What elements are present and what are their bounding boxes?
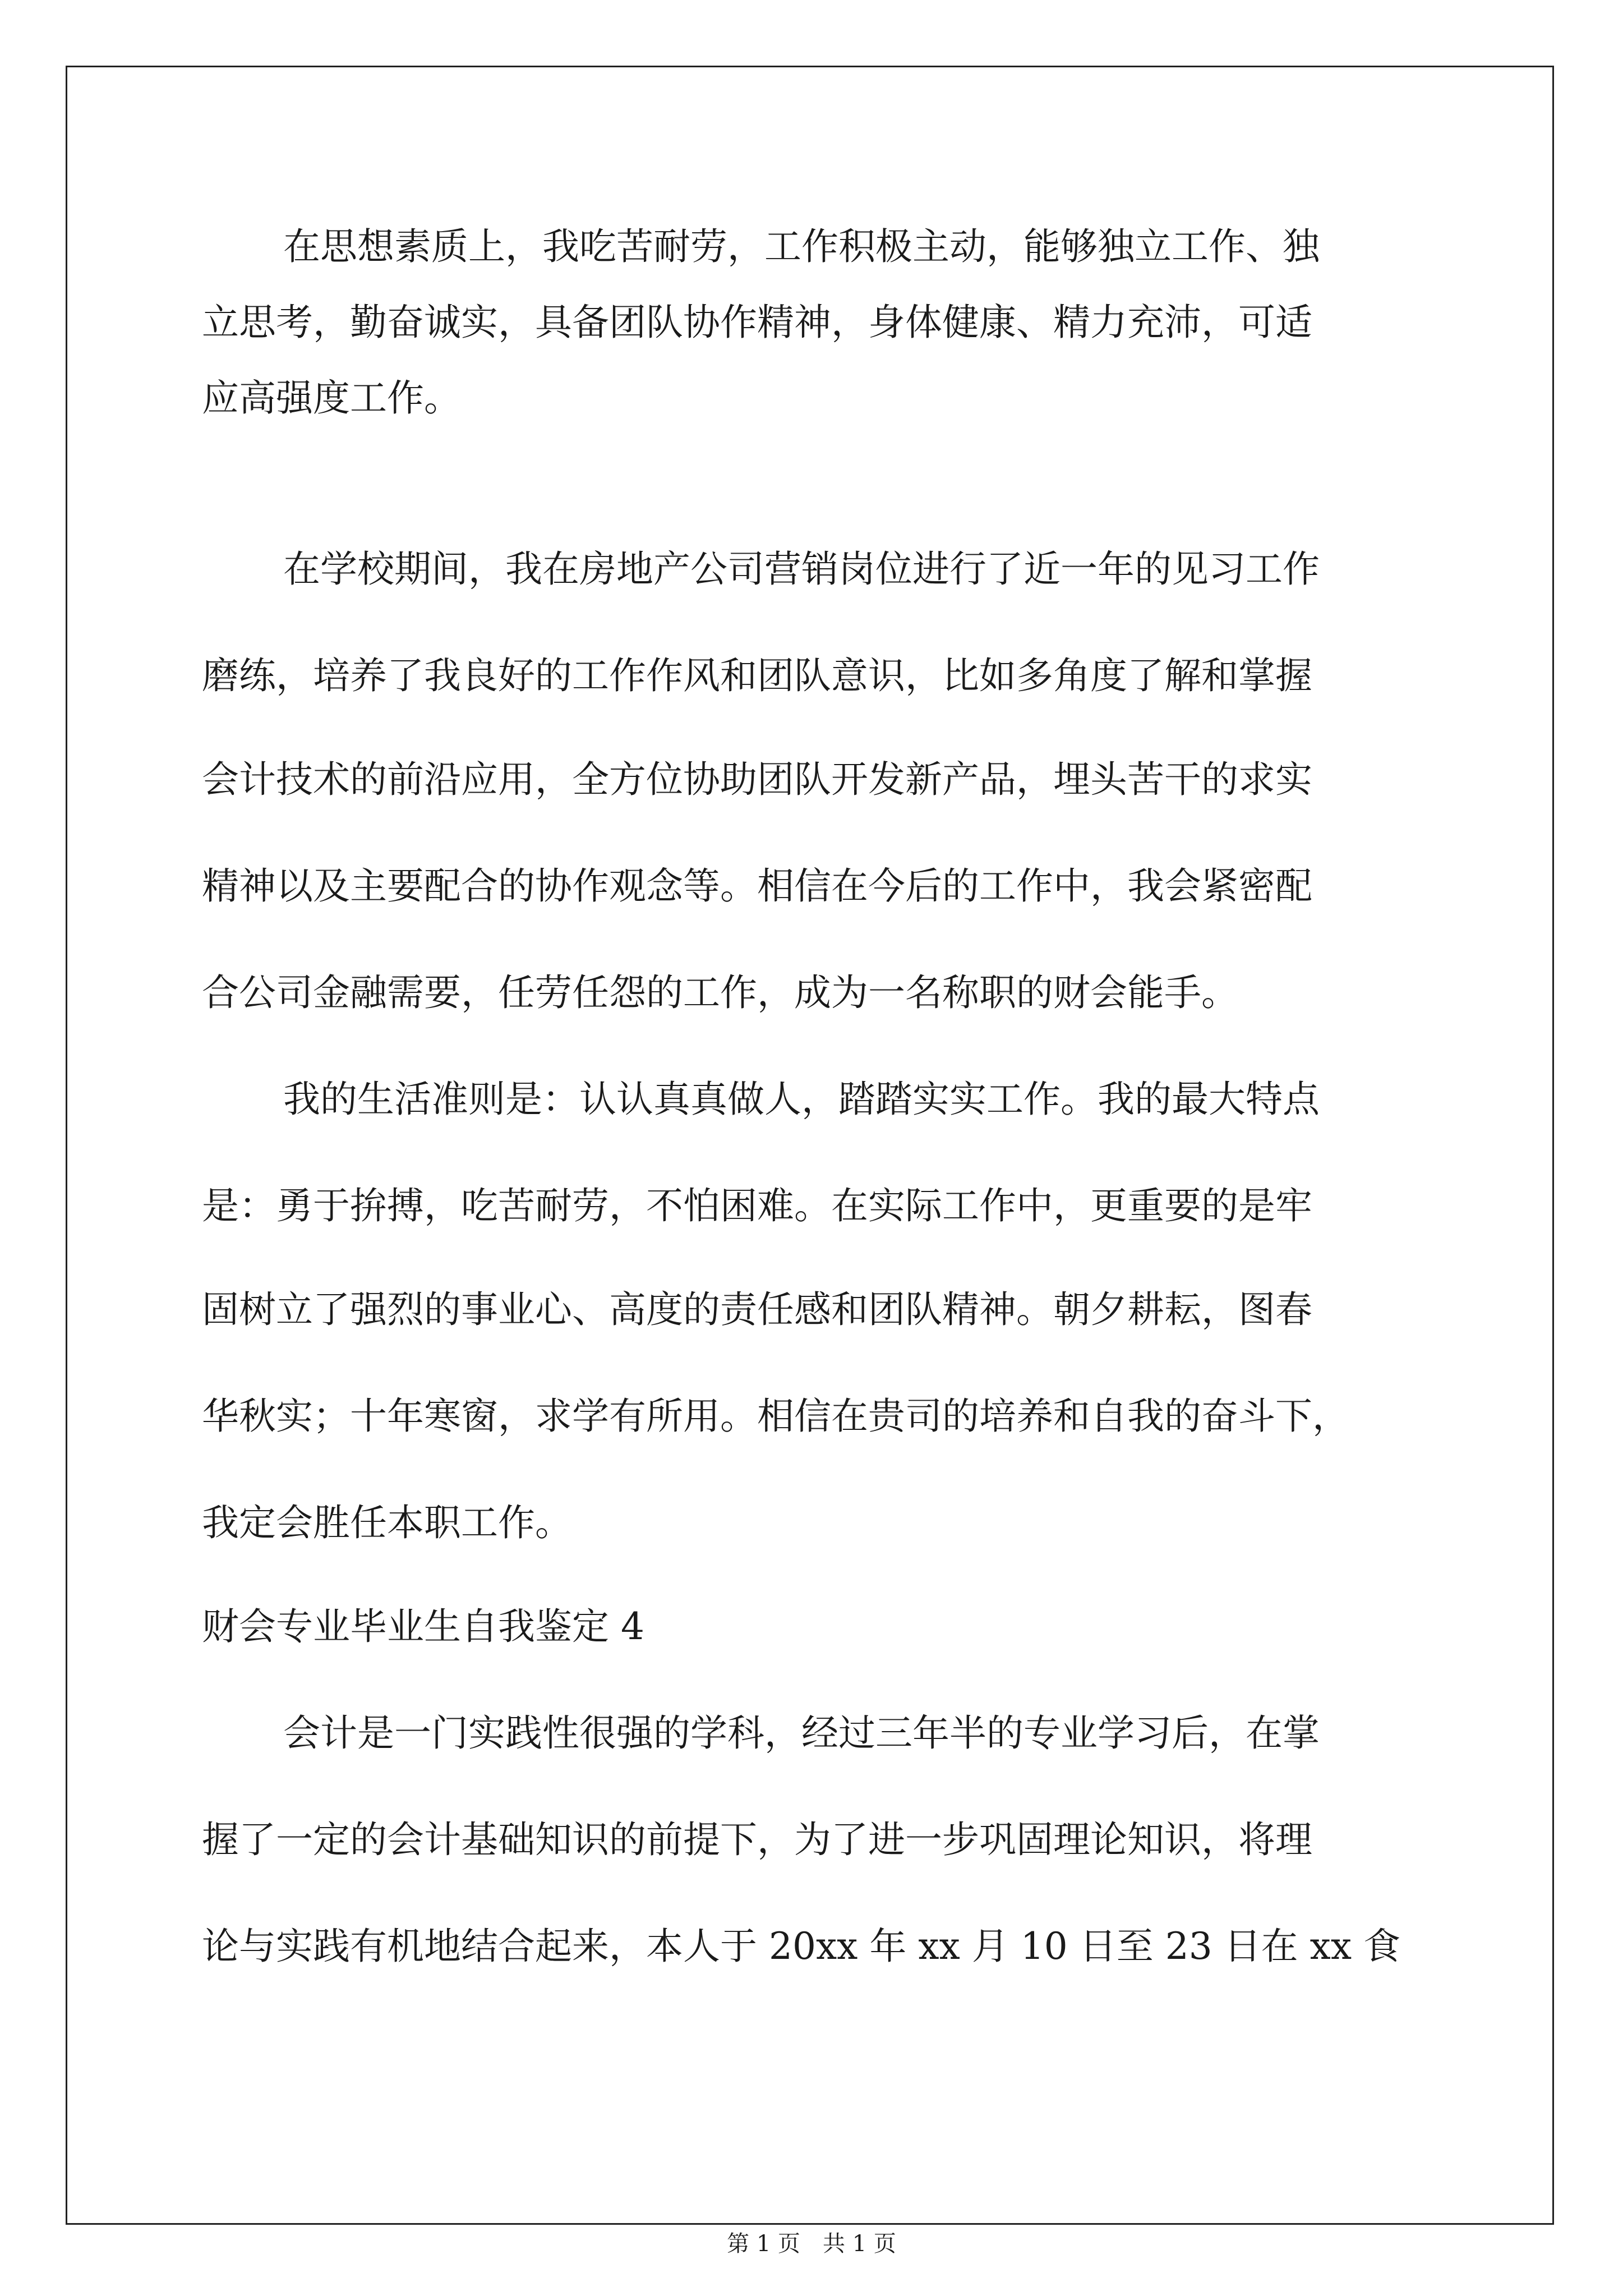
paragraph-3-line-1: 我的生活准则是：认认真真做人，踏踏实实工作。我的最大特点 — [283, 1078, 1320, 1121]
paragraph-3-line-5: 我定会胜任本职工作。 — [202, 1501, 572, 1544]
page-number-footer: 第 1 页 共 1 页 — [727, 2231, 896, 2257]
paragraph-2-line-1: 在学校期间，我在房地产公司营销岗位进行了近一年的见习工作 — [283, 547, 1320, 591]
paragraph-2-line-4: 精神以及主要配合的协作观念等。相信在今后的工作中，我会紧密配 — [202, 864, 1312, 908]
paragraph-1-line-1: 在思想素质上，我吃苦耐劳，工作积极主动，能够独立工作、独 — [283, 225, 1320, 268]
paragraph-3-line-3: 固树立了强烈的事业心、高度的责任感和团队精神。朝夕耕耘，图春 — [202, 1288, 1312, 1331]
section-heading: 财会专业毕业生自我鉴定 4 — [202, 1605, 644, 1648]
paragraph-3-line-2: 是：勇于拚搏，吃苦耐劳，不怕困难。在实际工作中，更重要的是牢 — [202, 1184, 1312, 1227]
paragraph-2-line-2: 磨练，培养了我良好的工作作风和团队意识，比如多角度了解和掌握 — [202, 654, 1312, 697]
paragraph-1-line-3: 应高强度工作。 — [202, 376, 461, 420]
paragraph-2-line-3: 会计技术的前沿应用，全方位协助团队开发新产品，埋头苦干的求实 — [202, 758, 1312, 801]
paragraph-4-line-2: 握了一定的会计基础知识的前提下，为了进一步巩固理论知识，将理 — [202, 1818, 1312, 1861]
paragraph-4-line-1: 会计是一门实践性很强的学科，经过三年半的专业学习后，在掌 — [283, 1711, 1320, 1755]
paragraph-2-line-5: 合公司金融需要，任劳任怨的工作，成为一名称职的财会能手。 — [202, 971, 1238, 1014]
paragraph-4-line-3: 论与实践有机地结合起来，本人于 20xx 年 xx 月 10 日至 23 日在 xx 食 — [202, 1925, 1401, 1968]
paragraph-3-line-4: 华秋实；十年寒窗，求学有所用。相信在贵司的培养和自我的奋斗下， — [202, 1395, 1349, 1438]
paragraph-1-line-2: 立思考，勤奋诚实，具备团队协作精神，身体健康、精力充沛，可适 — [202, 301, 1312, 344]
